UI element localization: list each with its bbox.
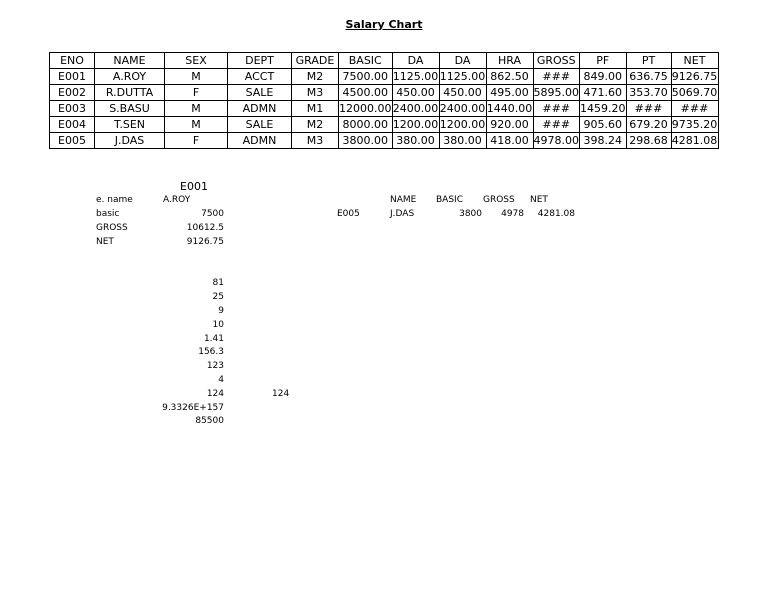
lookup-label[interactable]: GROSS xyxy=(96,223,128,233)
lookup-value[interactable]: A.ROY xyxy=(163,195,191,205)
table-cell[interactable]: E002 xyxy=(50,85,95,101)
lookup2-value[interactable]: 4281.08 xyxy=(537,209,575,219)
lookup2-value[interactable]: 3800 xyxy=(459,209,482,219)
table-cell[interactable]: 418.00 xyxy=(486,133,533,149)
table-cell[interactable]: 1125.00 xyxy=(392,70,439,83)
table-cell[interactable]: A.ROY xyxy=(95,69,165,85)
column-header[interactable]: GRADE xyxy=(292,53,339,69)
table-cell[interactable]: 1125.00 xyxy=(439,70,486,83)
table-cell[interactable]: 905.60 xyxy=(580,117,627,133)
page-title: Salary Chart xyxy=(345,18,423,31)
table-cell[interactable]: 636.75 xyxy=(626,69,671,85)
number-cell[interactable]: 4 xyxy=(218,375,224,385)
lookup2-header[interactable]: NET xyxy=(530,195,548,205)
table-cell[interactable]: M1 xyxy=(292,101,339,117)
lookup2-header[interactable]: BASIC xyxy=(436,195,463,205)
table-cell[interactable]: 679.20 xyxy=(626,117,671,133)
table-cell[interactable]: M2 xyxy=(292,117,339,133)
table-cell[interactable]: ### xyxy=(626,101,671,117)
number-cell[interactable]: 10 xyxy=(212,320,224,330)
table-cell[interactable]: SALE xyxy=(228,85,292,101)
table-cell[interactable]: E005 xyxy=(50,133,95,149)
table-cell[interactable]: M3 xyxy=(292,85,339,101)
table-cell[interactable]: 495.00 xyxy=(486,85,533,101)
table-cell[interactable]: F xyxy=(165,133,228,149)
lookup-value[interactable]: 10612.5 xyxy=(186,223,224,233)
table-cell[interactable]: ACCT xyxy=(228,69,292,85)
table-cell[interactable]: 2400.00 xyxy=(439,102,486,115)
table-cell[interactable]: 380.00 xyxy=(392,133,439,149)
table-cell[interactable]: 1200.00 xyxy=(392,118,439,131)
lookup-value[interactable]: 9126.75 xyxy=(186,237,224,247)
column-header[interactable]: NET xyxy=(671,53,718,69)
table-row xyxy=(50,117,719,133)
table-cell[interactable]: E004 xyxy=(50,117,95,133)
table-cell[interactable]: ### xyxy=(533,117,580,133)
table-cell[interactable]: E003 xyxy=(50,101,95,117)
table-cell[interactable]: 450.00 xyxy=(392,85,439,101)
table-cell[interactable]: 398.24 xyxy=(580,133,627,149)
table-cell[interactable]: 9735.20 xyxy=(671,118,718,131)
number-cell[interactable]: 124 xyxy=(206,389,224,399)
lookup2-value[interactable]: 4978 xyxy=(501,209,524,219)
lookup-eno-cell[interactable]: E001 xyxy=(180,180,208,193)
table-cell[interactable]: 353.70 xyxy=(626,85,671,101)
table-cell[interactable]: M xyxy=(165,101,228,117)
column-header[interactable]: NAME xyxy=(95,53,165,69)
column-header[interactable]: BASIC xyxy=(339,53,393,69)
column-header[interactable]: HRA xyxy=(486,53,533,69)
number-cell[interactable]: 81 xyxy=(212,278,224,288)
column-header[interactable]: DEPT xyxy=(228,53,292,69)
table-row xyxy=(50,85,719,101)
lookup2-header[interactable]: NAME xyxy=(390,195,417,205)
table-cell[interactable]: 450.00 xyxy=(439,85,486,101)
table-cell[interactable]: 4978.00 xyxy=(533,134,579,147)
table-cell[interactable]: 380.00 xyxy=(439,133,486,149)
table-cell[interactable]: J.DAS xyxy=(95,133,165,149)
table-header-row xyxy=(50,53,719,69)
table-cell[interactable]: M xyxy=(165,69,228,85)
column-header[interactable]: SEX xyxy=(165,53,228,69)
table-cell[interactable]: M2 xyxy=(292,69,339,85)
column-header[interactable]: DA xyxy=(439,53,486,69)
table-cell[interactable]: 5069.70 xyxy=(671,86,718,99)
table-cell[interactable]: ### xyxy=(533,69,580,85)
table-cell[interactable]: E001 xyxy=(50,69,95,85)
table-cell[interactable]: 3800.00 xyxy=(339,133,393,149)
table-cell[interactable]: 920.00 xyxy=(486,117,533,133)
number-cell[interactable]: 124 xyxy=(272,389,290,399)
table-cell[interactable]: ### xyxy=(671,101,718,117)
table-cell[interactable]: ADMN xyxy=(228,133,292,149)
column-header[interactable]: ENO xyxy=(50,53,95,69)
table-cell[interactable]: 849.00 xyxy=(580,69,627,85)
lookup2-value[interactable]: J.DAS xyxy=(390,209,415,219)
lookup2-header[interactable]: GROSS xyxy=(483,195,515,205)
table-cell[interactable]: 7500.00 xyxy=(339,69,393,85)
table-cell[interactable]: 9126.75 xyxy=(671,70,718,83)
table-cell[interactable]: 1440.00 xyxy=(486,102,533,115)
salary-table xyxy=(49,52,719,149)
table-row xyxy=(50,133,719,149)
table-cell[interactable]: 1200.00 xyxy=(439,118,486,131)
table-cell[interactable]: 8000.00 xyxy=(339,117,393,133)
number-cell[interactable]: 123 xyxy=(206,361,224,371)
table-cell[interactable]: F xyxy=(165,85,228,101)
table-cell[interactable]: ### xyxy=(533,101,580,117)
column-header[interactable]: PT xyxy=(626,53,671,69)
table-cell[interactable]: 12000.00 xyxy=(339,102,392,115)
table-cell[interactable]: 1459.20 xyxy=(580,102,626,115)
table-cell[interactable]: 298.68 xyxy=(626,133,671,149)
table-cell[interactable]: T.SEN xyxy=(95,117,165,133)
number-cell[interactable]: 156.3 xyxy=(198,347,224,357)
number-cell[interactable]: 25 xyxy=(212,292,224,302)
table-cell[interactable]: 4281.08 xyxy=(671,134,718,147)
lookup-label[interactable]: NET xyxy=(96,237,114,247)
table-cell[interactable]: SALE xyxy=(228,117,292,133)
number-cell[interactable]: 9.3326E+157 xyxy=(162,403,224,413)
table-row xyxy=(50,101,719,117)
column-header[interactable]: DA xyxy=(392,53,439,69)
number-cell[interactable]: 85500 xyxy=(195,416,224,426)
lookup-value[interactable]: 7500 xyxy=(201,209,224,219)
column-header[interactable]: PF xyxy=(580,53,627,69)
lookup-label[interactable]: e. name xyxy=(96,195,133,205)
table-cell[interactable]: M xyxy=(165,117,228,133)
number-cell[interactable]: 9 xyxy=(218,306,224,316)
table-cell[interactable]: 2400.00 xyxy=(392,102,439,115)
lookup2-eno[interactable]: E005 xyxy=(337,209,360,219)
table-cell[interactable]: R.DUTTA xyxy=(95,85,165,101)
column-header[interactable]: GROSS xyxy=(533,53,580,69)
number-cell[interactable]: 1.41 xyxy=(203,334,224,344)
table-cell[interactable]: 5895.00 xyxy=(533,86,579,99)
table-cell[interactable]: 862.50 xyxy=(486,69,533,85)
lookup-label[interactable]: basic xyxy=(96,209,120,219)
table-cell[interactable]: ADMN xyxy=(228,101,292,117)
table-cell[interactable]: 471.60 xyxy=(580,85,627,101)
table-cell[interactable]: S.BASU xyxy=(95,101,165,117)
table-cell[interactable]: 4500.00 xyxy=(339,85,393,101)
table-cell[interactable]: M3 xyxy=(292,133,339,149)
table-row xyxy=(50,69,719,85)
